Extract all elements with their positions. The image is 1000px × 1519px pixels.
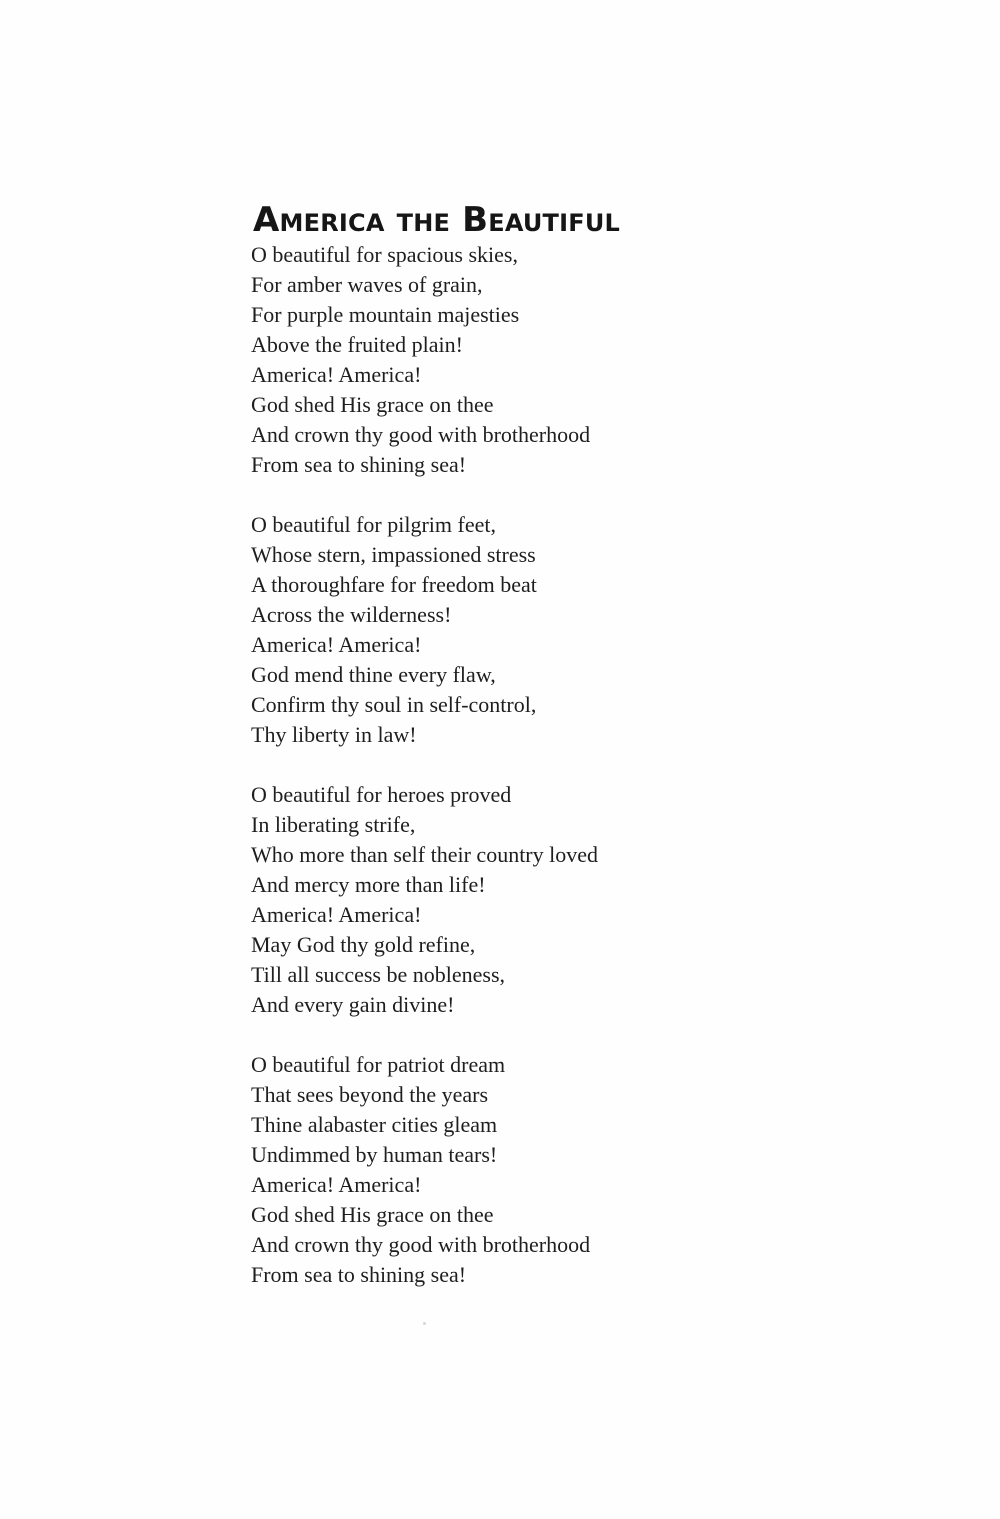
poem-line: Above the fruited plain!: [251, 332, 463, 357]
poem-line: God shed His grace on thee: [251, 1202, 494, 1227]
poem-line: Thine alabaster cities gleam: [251, 1112, 498, 1137]
poem-line: From sea to shining sea!: [251, 1262, 467, 1287]
stanza-3: [251, 780, 771, 1020]
poem-line: God shed His grace on thee: [251, 392, 494, 417]
stanza-2: [251, 510, 771, 750]
poem-line: America! America!: [251, 902, 422, 927]
poem-line: Till all success be nobleness,: [251, 962, 505, 987]
poem-line: And mercy more than life!: [251, 872, 486, 897]
poem-line: And crown thy good with brotherhood: [251, 1232, 591, 1257]
stanza-4: [251, 1050, 771, 1290]
poem-line: O beautiful for pilgrim feet,: [251, 512, 496, 537]
poem-line: O beautiful for patriot dream: [251, 1052, 506, 1077]
poem-line: Across the wilderness!: [251, 602, 452, 627]
poem-line: In liberating strife,: [251, 812, 416, 837]
poem-line: America! America!: [251, 632, 422, 657]
poem-line: Thy liberty in law!: [251, 722, 417, 747]
poem-line: Confirm thy soul in self-control,: [251, 692, 537, 717]
poem-line: America! America!: [251, 1172, 422, 1197]
paper-speck: [423, 1322, 426, 1325]
poem-title: America the Beautiful: [253, 200, 621, 240]
poem-line: A thoroughfare for freedom beat: [251, 572, 537, 597]
poem-line: O beautiful for spacious skies,: [251, 242, 518, 267]
poem-line: That sees beyond the years: [251, 1082, 489, 1107]
poem-line: For amber waves of grain,: [251, 272, 483, 297]
poem-line: Whose stern, impassioned stress: [251, 542, 536, 567]
poem-line: Who more than self their country loved: [251, 842, 599, 867]
poem: [251, 200, 771, 1290]
poem-line: Undimmed by human tears!: [251, 1142, 498, 1167]
poem-line: From sea to shining sea!: [251, 452, 467, 477]
stanza-1: [251, 240, 771, 480]
poem-line: And every gain divine!: [251, 992, 455, 1017]
poem-line: And crown thy good with brotherhood: [251, 422, 591, 447]
poem-line: God mend thine every flaw,: [251, 662, 496, 687]
poem-line: May God thy gold refine,: [251, 932, 476, 957]
poem-line: America! America!: [251, 362, 422, 387]
poem-line: For purple mountain majesties: [251, 302, 520, 327]
poem-line: O beautiful for heroes proved: [251, 782, 512, 807]
